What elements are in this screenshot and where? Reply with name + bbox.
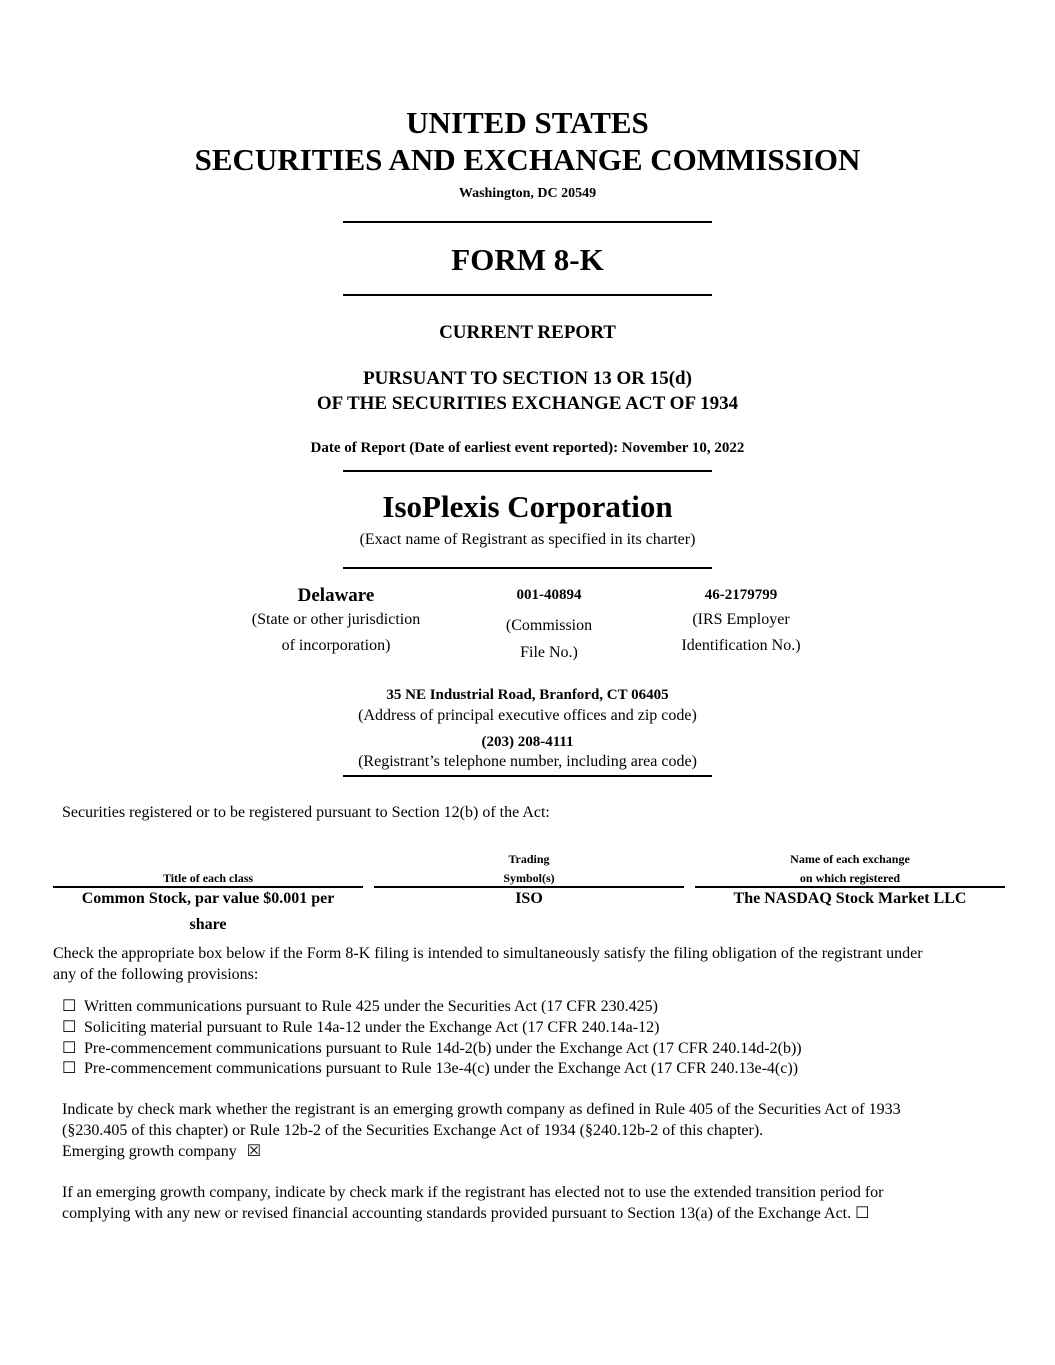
transition-period-line1: If an emerging growth company, indicate by check mark if the registrant has elected not to use the extended transition period for	[62, 1184, 884, 1201]
transition-period-line2: complying with any new or revised financial accounting standards provided pursuant to Section 13(a) of the Exchange Act.	[62, 1205, 852, 1222]
provision-label: Written communications pursuant to Rule 425 under the Securities Act (17 CFR 230.425)	[84, 998, 658, 1015]
header-united-states: UNITED STATES	[406, 105, 649, 140]
telephone-number: (203) 208-4111	[481, 734, 574, 750]
irs-employer-id: 46-2179799	[704, 587, 778, 603]
divider	[343, 294, 712, 296]
transition-period-row	[62, 1203, 869, 1225]
emerging-growth-line1: Indicate by check mark whether the registrant is an emerging growth company as defined in Rule 405 of the Securities Act of 1933	[62, 1101, 901, 1118]
emerging-growth-line2: (§230.405 of this chapter) or Rule 12b-2 of the Securities Exchange Act of 1934 (§240.12b-2 of this chapter).	[62, 1122, 764, 1139]
irs-caption-line1: (IRS Employer	[692, 611, 790, 628]
checkbox-checked-icon[interactable]: ☒	[246, 1143, 262, 1160]
provisions-intro-line1: Check the appropriate box below if the Form 8-K filing is intended to simultaneously satisfy the filing obligation of the registrant under	[53, 945, 923, 962]
provision-label: Pre-commencement communications pursuant to Rule 14d-2(b) under the Exchange Act (17 CFR 240.14d-2(b))	[84, 1040, 802, 1057]
table-header-rule	[695, 886, 1005, 888]
registrant-name: IsoPlexis Corporation	[382, 489, 673, 524]
trading-symbol: ISO	[515, 890, 543, 907]
checkbox-unchecked-icon[interactable]: ☐	[62, 1040, 77, 1057]
irs-caption-line2: Identification No.)	[681, 637, 801, 654]
file-caption-line2: File No.)	[520, 644, 578, 661]
security-title-line1: Common Stock, par value $0.001 per	[81, 890, 335, 907]
commission-file-number: 001-40894	[516, 587, 582, 603]
provision-item[interactable]	[62, 1038, 802, 1060]
emerging-growth-row	[62, 1141, 261, 1163]
registrant-name-caption: (Exact name of Registrant as specified in its charter)	[359, 531, 696, 548]
checkbox-unchecked-icon[interactable]: ☐	[62, 1019, 77, 1036]
securities-intro: Securities registered or to be registered pursuant to Section 12(b) of the Act:	[62, 804, 550, 821]
col-header-title-of-class: Title of each class	[162, 871, 254, 885]
divider	[343, 567, 712, 569]
provision-item[interactable]	[62, 1017, 659, 1039]
table-header-rule	[53, 886, 363, 888]
state-caption-line1: (State or other jurisdiction	[251, 611, 421, 628]
header-sec: SECURITIES AND EXCHANGE COMMISSION	[194, 142, 861, 177]
form-title: FORM 8-K	[451, 242, 604, 277]
header-address: Washington, DC 20549	[458, 186, 597, 201]
principal-address: 35 NE Industrial Road, Branford, CT 06405	[386, 687, 669, 703]
pursuant-line1: PURSUANT TO SECTION 13 OR 15(d)	[363, 368, 692, 389]
col-header-trading-line1: Trading	[508, 852, 550, 866]
divider	[343, 221, 712, 223]
provision-item[interactable]	[62, 996, 658, 1018]
checkbox-unchecked-icon[interactable]: ☐	[855, 1205, 870, 1222]
divider	[343, 470, 712, 472]
provisions-intro-line2: any of the following provisions:	[53, 966, 259, 983]
telephone-caption: (Registrant’s telephone number, including area code)	[358, 753, 697, 770]
principal-address-caption: (Address of principal executive offices and zip code)	[358, 707, 697, 724]
checkbox-unchecked-icon[interactable]: ☐	[62, 1060, 77, 1077]
provision-item[interactable]	[62, 1058, 798, 1080]
date-of-report: Date of Report (Date of earliest event reported): November 10, 2022	[310, 440, 745, 456]
file-caption-line1: (Commission	[505, 617, 593, 634]
state-caption-line2: of incorporation)	[281, 637, 391, 654]
exchange-name: The NASDAQ Stock Market LLC	[733, 890, 967, 907]
security-title-line2: share	[189, 916, 227, 933]
checkbox-unchecked-icon[interactable]: ☐	[62, 998, 77, 1015]
col-header-trading-line2: Symbol(s)	[503, 871, 555, 885]
table-header-rule	[374, 886, 684, 888]
provision-label: Soliciting material pursuant to Rule 14a-12 under the Exchange Act (17 CFR 240.14a-12)	[84, 1019, 660, 1036]
provision-label: Pre-commencement communications pursuant to Rule 13e-4(c) under the Exchange Act (17 CFR 240.13e-4(c))	[84, 1060, 799, 1077]
divider	[343, 775, 712, 777]
current-report: CURRENT REPORT	[439, 322, 616, 343]
state-of-incorporation: Delaware	[297, 585, 375, 606]
pursuant-line2: OF THE SECURITIES EXCHANGE ACT OF 1934	[316, 393, 739, 414]
col-header-exchange-line1: Name of each exchange	[790, 852, 910, 866]
emerging-growth-label: Emerging growth company	[62, 1143, 237, 1160]
col-header-exchange-line2: on which registered	[799, 871, 901, 885]
